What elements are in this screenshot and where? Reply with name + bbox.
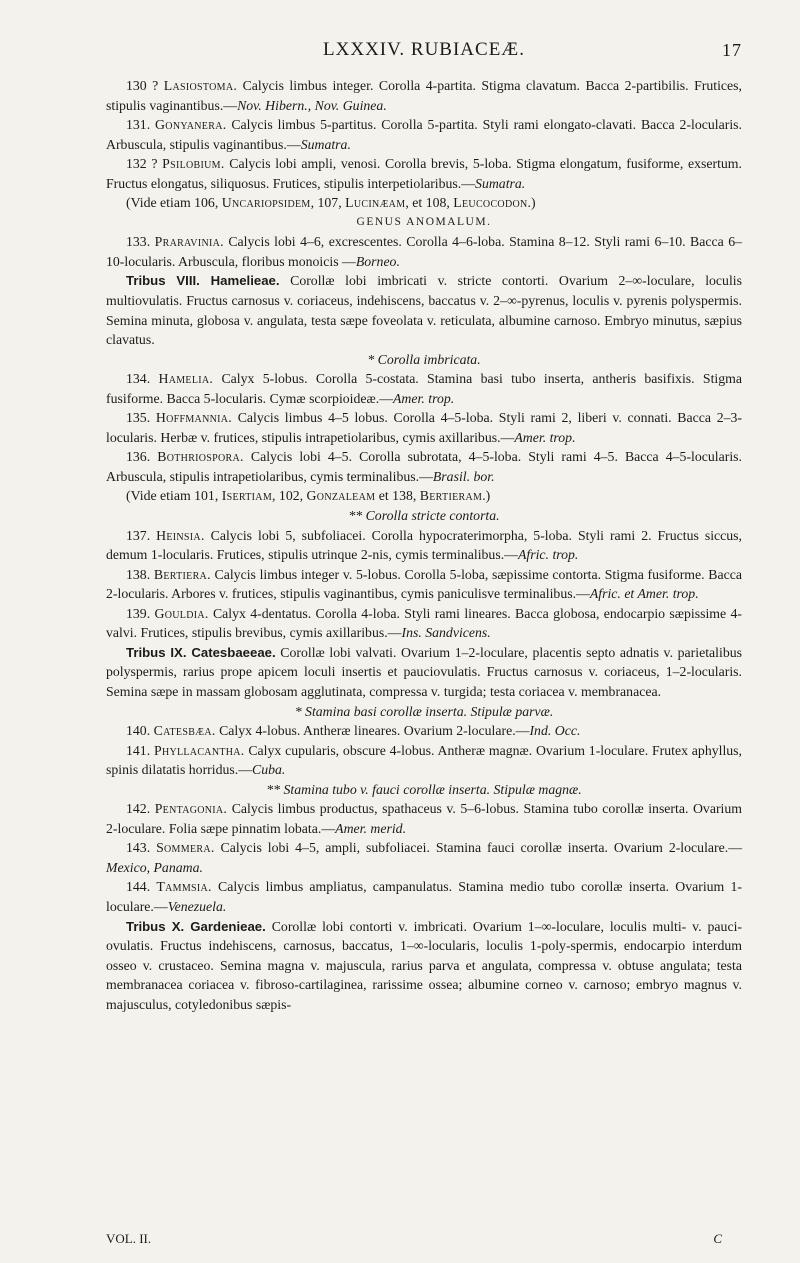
genus-name: Gouldia. [154,605,209,621]
tribe-8: Tribus VIII. Hamelieae. Corollæ lobi imbricati v. stricte contorti. Ovarium 2–∞-loculare, loculis multiovulatis. Fructus carnosus v. coriaceus, indehiscens, baccatus v. 2–∞-pyrenus, loculis v. pyrenis polyspermis. Semina minuta, globosa v. angulata, testa sæpe foveolata v. reticulata, albumine carnoso. Embryo minutus, sæpius clavatus. [106,273,742,348]
tribe-10: Tribus X. Gardenieae. Corollæ lobi contorti v. imbricati. Ovarium 1–∞-loculare, loculis multi- v. pauci-ovulatis. Fructus indehiscens, carnosus, baccatus, 1–∞-locularis, loculis 1-poly-spermis, endocarpio interdum osseo v. crustaceo. Semina magna v. majuscula, rarius parva et angulata, compressa v. obtuse angulata; testa membranacea coriacea v. fibroso-cartilaginea, rarissime ossea; albumine corneo v. carnoso; embryo magnus v. majusculus, cotyledonibus sæpis- [106,918,742,1012]
vide-note-2: (Vide etiam 101, Isertiam, 102, Gonzaleam et 138, Bertieram.) [126,488,491,504]
locality: Nov. Hibern., Nov. Guinea. [237,97,387,113]
section-heading: ** Stamina tubo v. fauci corollæ inserta. Stipulæ magnæ. [266,781,582,797]
tribe-heading: Tribus VIII. Hamelieae. [126,273,280,289]
locality: Brasil. bor. [432,468,495,484]
locality: Afric. trop. [517,547,579,563]
locality: Venezuela. [167,898,227,914]
section-heading: * Stamina basi corollæ inserta. Stipulæ parvæ. [294,703,554,719]
entry-134: 134. Hamelia. Calyx 5-lobus. Corolla 5-costata. Stamina basi tubo inserta, antheris basifixis. Stigma fusiforme. Bacca 5-locularis. Cymæ scorpioideæ.—Amer. trop. [106,371,742,406]
entry-139: 139. Gouldia. Calyx 4-dentatus. Corolla 4-loba. Styli rami lineares. Bacca globosa, endocarpio sæpissime 4-valvi. Frutices, stipulis brevibus, cymis axillaribus.—Ins. Sandvicens. [106,605,742,641]
genus-name: Psilobium. [162,156,225,172]
entry-136: 136. Bothriospora. Calycis lobi 4–5. Corolla subrotata, 4–5-loba. Styli rami 4–5. Bacca 4–5-locularis. Arbuscula, stipulis intrapetiolaribus, cymis terminalibus.—Brasil. bor. [106,449,742,484]
volume-label: VOL. II. [106,1231,152,1246]
entry-132: 132 ? Psilobium. Calycis lobi ampli, venosi. Corolla brevis, 5-loba. Stigma elongatum, fusiforme, exsertum. Fructus elongatus, siliquosus. Frutices, stipulis interpetiolaribus.—Sumatra. [106,156,742,191]
page-number: 17 [722,40,742,60]
entry-131: 131. Gonyanera. Calycis limbus 5-partitus. Corolla 5-partita. Styli rami elongato-clavati. Bacca 2-locularis. Arbuscula, stipulis vaginantibus.—Sumatra. [106,117,742,152]
section-heading: ** Corolla stricte contorta. [348,508,500,524]
tribe-heading: Tribus IX. Catesbaeeae. [126,644,276,660]
locality: Ins. Sandvicens. [401,625,491,641]
entry-141: 141. Phyllacantha. Calyx cupularis, obscure 4-lobus. Antheræ magnæ. Ovarium 1-loculare. Frutex aphyllus, spinis dilatatis horridus.—Cuba. [106,742,742,778]
entry-140: 140. Catesbæa. Calyx 4-lobus. Antheræ lineares. Ovarium 2-loculare.—Ind. Occ. [126,723,581,739]
entry-133: 133. Praravinia. Calycis lobi 4–6, excrescentes. Corolla 4–6-loba. Stamina 8–12. Styli rami 6–10. Bacca 6–10-locularis. Arbuscula, floribus monoicis —Borneo. [106,234,743,269]
page-footer [106,1231,742,1251]
genus-name: Gonyanera. [155,117,227,133]
locality: Cuba. [252,762,286,778]
genus-name: Bothriospora. [157,449,244,465]
locality: Afric. et Amer. trop. [589,586,699,602]
signature-mark: C [713,1231,722,1246]
entry-144: 144. Tammsia. Calycis limbus ampliatus, campanulatus. Stamina medio tubo corollæ inserta. Ovarium 1-loculare.—Venezuela. [106,879,742,914]
genus-anomalum-heading: GENUS ANOMALUM. [356,215,492,228]
page-body [106,76,742,1014]
genus-name: Lasiostoma. [163,78,238,93]
locality: Amer. merid. [335,820,407,836]
genus-name: Hamelia. [158,371,214,387]
genus-name: Tammsia. [156,879,212,895]
entry-143: 143. Sommera. Calycis lobi 4–5, ampli, subfoliacei. Stamina fauci corollæ inserta. Ovarium 2-loculare.—Mexico, Panama. [106,840,742,875]
genus-name: Catesbæa. [153,723,216,739]
running-head [106,36,742,64]
locality: Sumatra. [475,175,526,191]
tribe-heading: Tribus X. Gardenieae. [126,918,266,934]
genus-name: Bertiera. [153,566,211,582]
running-title: LXXXIV. RUBIACEÆ. [323,39,525,60]
locality: Amer. trop. [514,429,576,445]
entry-135: 135. Hoffmannia. Calycis limbus 4–5 lobus. Corolla 4–5-loba. Styli rami 2, liberi v. connati. Bacca 2–3-locularis. Herbæ v. frutices, stipulis intrapetiolaribus, cymis axillaribus.—Amer. trop. [106,410,742,445]
locality: Amer. trop. [393,390,455,406]
genus-name: Pentagonia. [154,801,228,817]
genus-name: Sommera. [156,840,215,856]
locality: Ind. Occ. [529,723,581,739]
genus-name: Phyllacantha. [153,742,245,758]
locality: Borneo. [355,253,400,269]
vide-note-1: (Vide etiam 106, Uncariopsidem, 107, Lucinæam, et 108, Leucocodon.) [126,195,536,211]
genus-name: Praravinia. [154,234,224,250]
tribe-9: Tribus IX. Catesbaeeae. Corollæ lobi valvati. Ovarium 1–2-loculare, placentis septo adnatis v. parietalibus polyspermis, rarius prope apicem loculi insertis et pauciovulatis. Fructus carnosus v. coriaceus, 1–2-locularis. Semina sæpe in massam globosam agglutinata, compressa v. turgida; testa coriacea v. membranacea. [106,644,742,699]
genus-name: Hoffmannia. [155,410,233,426]
genus-name: Heinsia. [156,527,205,543]
section-heading: * Corolla imbricata. [367,351,481,367]
entry-142: 142. Pentagonia. Calycis limbus productus, spathaceus v. 5–6-lobus. Stamina tubo corollæ inserta. Ovarium 2-loculare. Folia sæpe pinnatim lobata.—Amer. merid. [106,801,743,836]
locality: Sumatra. [300,136,351,152]
entry-137: 137. Heinsia. Calycis lobi 5, subfoliacei. Corolla hypocraterimorpha, 5-loba. Styli rami 2. Fructus siccus, demum 1-locularis. Frutices, stipulis utrinque 2-nis, cymis terminalibus.—Afric. trop. [106,527,742,563]
locality: Mexico, Panama. [106,859,203,875]
entry-138: 138. Bertiera. Calycis limbus integer v. 5-lobus. Corolla 5-loba, sæpissime contorta. Stigma fusiforme. Bacca 2-locularis. Arbores v. frutices, stipulis vaginantibus, cymis paniculisve terminalibus.—Afric. et Amer. trop. [106,566,743,602]
entry-130: 130 ? Lasiostoma. Calycis limbus integer. Corolla 4-partita. Stigma clavatum. Bacca 2-partibilis. Frutices, stipulis vaginantibus.—Nov. Hibern., Nov. Guinea. [106,78,742,113]
